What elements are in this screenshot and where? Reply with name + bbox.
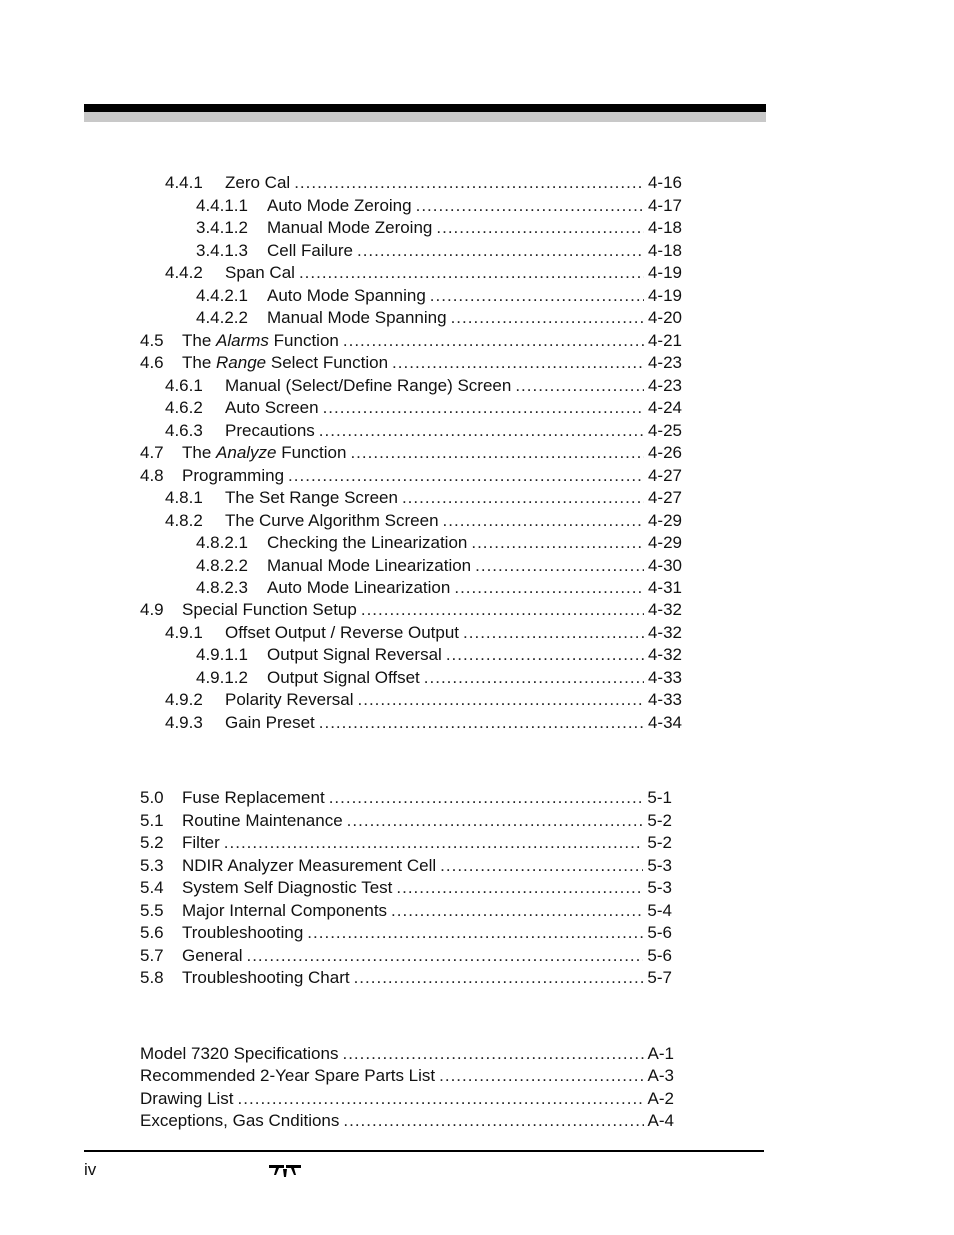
toc-number: 5.4 — [140, 878, 164, 897]
toc-page: 5-6 — [647, 923, 672, 942]
toc-leader — [436, 217, 644, 239]
toc-leader — [307, 922, 643, 944]
toc-entry[interactable] — [140, 787, 672, 809]
toc-title: Manual Mode Spanning — [267, 308, 447, 327]
toc-number: 4.4.1 — [165, 173, 203, 192]
toc-leader — [354, 967, 644, 989]
toc-page: 4-19 — [647, 263, 682, 282]
toc-leader — [416, 195, 644, 217]
toc-title: Fuse Replacement — [182, 788, 325, 807]
toc-entry[interactable] — [196, 307, 682, 329]
toc-page: 4-29 — [647, 533, 682, 552]
toc-title: Programming — [182, 466, 285, 485]
toc-leader — [402, 487, 644, 509]
toc-leader — [454, 577, 644, 599]
toc-page: 4-23 — [647, 353, 682, 372]
toc-leader — [347, 810, 644, 832]
toc-title: Zero Cal — [225, 173, 291, 192]
toc-number: 4.8.1 — [165, 488, 203, 507]
toc-entry[interactable] — [196, 285, 682, 307]
toc-leader — [443, 510, 644, 532]
toc-leader — [471, 532, 644, 554]
toc-leader — [343, 1110, 643, 1132]
toc-number: 4.7 — [140, 443, 164, 462]
toc-page: 4-18 — [647, 241, 682, 260]
toc-leader — [391, 900, 643, 922]
toc-number: 4.9 — [140, 600, 164, 619]
toc-entry[interactable] — [196, 532, 682, 554]
footer-rule — [84, 1150, 764, 1152]
toc-page: 5-7 — [647, 968, 672, 987]
toc-page: 5-2 — [647, 811, 672, 830]
toc-page: 4-18 — [647, 218, 682, 237]
toc-entry[interactable] — [140, 330, 682, 352]
toc-number: 5.2 — [140, 833, 164, 852]
toc-entry[interactable] — [165, 622, 682, 644]
toc-entry[interactable] — [165, 262, 682, 284]
toc-leader — [323, 397, 644, 419]
toc-title: The Curve Algorithm Screen — [225, 511, 439, 530]
toc-leader — [361, 599, 644, 621]
toc-page: 4-34 — [647, 713, 682, 732]
toc-entry[interactable] — [140, 465, 682, 487]
toc-title: Major Internal Components — [182, 901, 388, 920]
toc-number: 4.4.2.2 — [196, 308, 248, 327]
toc-title: Offset Output / Reverse Output — [225, 623, 460, 642]
toc-entry[interactable] — [140, 832, 672, 854]
toc-entry[interactable] — [140, 855, 672, 877]
toc-page: 4-19 — [647, 286, 682, 305]
toc-leader — [246, 945, 643, 967]
toc-title: NDIR Analyzer Measurement Cell — [182, 856, 437, 875]
toc-page: 4-29 — [647, 511, 682, 530]
toc-page: A-2 — [647, 1089, 674, 1108]
toc-leader — [319, 712, 644, 734]
toc-number: 4.6 — [140, 353, 164, 372]
toc-leader — [224, 832, 644, 854]
toc-page: 4-25 — [647, 421, 682, 440]
toc-entry[interactable] — [165, 689, 682, 711]
toc-entry[interactable] — [196, 240, 682, 262]
toc-leader — [439, 1065, 643, 1087]
toc-page: 4-33 — [647, 690, 682, 709]
toc-number: 4.5 — [140, 331, 164, 350]
toc-page: 4-23 — [647, 376, 682, 395]
toc-title: Routine Maintenance — [182, 811, 343, 830]
toc-entry[interactable] — [140, 352, 682, 374]
toc-leader — [294, 172, 644, 194]
toc-number: 4.8.2 — [165, 511, 203, 530]
toc-title: Manual Mode Zeroing — [267, 218, 433, 237]
toc-page: 5-6 — [647, 946, 672, 965]
toc-number: 5.7 — [140, 946, 164, 965]
toc-entry[interactable] — [140, 599, 682, 621]
toc-number: 4.6.1 — [165, 376, 203, 395]
toc-entry[interactable] — [165, 510, 682, 532]
toc-number: 4.9.1.1 — [196, 645, 248, 664]
toc-number: 5.3 — [140, 856, 164, 875]
toc-title: Recommended 2-Year Spare Parts List — [140, 1066, 436, 1085]
toc-leader — [319, 420, 644, 442]
toc-leader — [424, 667, 644, 689]
toc-number: 4.9.1 — [165, 623, 203, 642]
toc-title: Cell Failure — [267, 241, 353, 260]
toc-number: 4.9.1.2 — [196, 668, 248, 687]
toc-page: 4-26 — [647, 443, 682, 462]
toc-entry[interactable] — [140, 1065, 674, 1087]
toc-leader — [451, 307, 644, 329]
toc-entry[interactable] — [165, 397, 682, 419]
toc-number: 5.0 — [140, 788, 164, 807]
toc-page: 4-27 — [647, 466, 682, 485]
header-rule-black — [84, 104, 766, 112]
toc-title: General — [182, 946, 243, 965]
toc-entry[interactable] — [140, 922, 672, 944]
toc-leader — [392, 352, 644, 374]
toc-number: 4.8.2.1 — [196, 533, 248, 552]
toc-title: Troubleshooting Chart — [182, 968, 350, 987]
toc-title: System Self Diagnostic Test — [182, 878, 393, 897]
toc-page: 4-32 — [647, 645, 682, 664]
toc-leader — [343, 330, 644, 352]
toc-title: The Set Range Screen — [225, 488, 398, 507]
toc-page: 5-3 — [647, 856, 672, 875]
toc-page: 4-21 — [647, 331, 682, 350]
toc-title: Polarity Reversal — [225, 690, 354, 709]
toc-title: Manual Mode Linearization — [267, 556, 472, 575]
toc-page: 4-17 — [647, 196, 682, 215]
toc-page: A-3 — [647, 1066, 674, 1085]
toc-page: 4-16 — [647, 173, 682, 192]
toc-page: 5-3 — [647, 878, 672, 897]
toc-number: 4.8.2.3 — [196, 578, 248, 597]
toc-leader — [238, 1088, 644, 1110]
toc-entry[interactable] — [140, 967, 672, 989]
toc-entry[interactable] — [196, 217, 682, 239]
toc-entry[interactable] — [165, 420, 682, 442]
toc-leader — [358, 689, 644, 711]
toc-page: 4-24 — [647, 398, 682, 417]
toc-number: 5.5 — [140, 901, 164, 920]
toc-title: Output Signal Offset — [267, 668, 420, 687]
toc-page: A-4 — [647, 1111, 674, 1130]
toc-leader — [446, 644, 644, 666]
toc-entry[interactable] — [140, 877, 672, 899]
toc-entry[interactable] — [196, 644, 682, 666]
toc-title: Span Cal — [225, 263, 295, 282]
toc-leader — [463, 622, 644, 644]
toc-entry[interactable] — [140, 1043, 674, 1065]
toc-leader — [440, 855, 643, 877]
toc-number: 4.8 — [140, 466, 164, 485]
toc-number: 4.4.1.1 — [196, 196, 248, 215]
toc-page: 4-20 — [647, 308, 682, 327]
toc-title: Model 7320 Specifications — [140, 1044, 339, 1063]
toc-leader — [357, 240, 644, 262]
toc-title: The Range Select Function — [182, 353, 389, 372]
toc-leader — [342, 1043, 643, 1065]
toc-leader — [430, 285, 644, 307]
toc-title: Auto Mode Spanning — [267, 286, 426, 305]
toc-entry[interactable] — [140, 442, 682, 464]
toc-title: The Analyze Function — [182, 443, 347, 462]
toc-page: 5-1 — [647, 788, 672, 807]
toc-entry[interactable] — [196, 577, 682, 599]
toc-leader — [350, 442, 644, 464]
toc-page: 4-30 — [647, 556, 682, 575]
toc-page: A-1 — [647, 1044, 674, 1063]
toc-entry[interactable] — [196, 667, 682, 689]
toc-number: 4.8.2.2 — [196, 556, 248, 575]
toc-title: Checking the Linearization — [267, 533, 468, 552]
toc-leader — [515, 375, 644, 397]
toc-page: 4-32 — [647, 600, 682, 619]
toc-title: Manual (Select/Define Range) Screen — [225, 376, 512, 395]
toc-number: 4.9.2 — [165, 690, 203, 709]
toc-title: Filter — [182, 833, 220, 852]
toc-entry[interactable] — [196, 195, 682, 217]
toc-number: 4.4.2 — [165, 263, 203, 282]
toc-entry[interactable] — [140, 945, 672, 967]
toc-title: Auto Mode Zeroing — [267, 196, 412, 215]
toc-page: 5-2 — [647, 833, 672, 852]
header-rule-gray — [84, 112, 766, 122]
toc-entry[interactable] — [196, 555, 682, 577]
toc-number: 3.4.1.3 — [196, 241, 248, 260]
toc-entry[interactable] — [140, 1110, 674, 1132]
toc-entry[interactable] — [140, 810, 672, 832]
toc-number: 3.4.1.2 — [196, 218, 248, 237]
toc-leader — [299, 262, 644, 284]
toc-title: Auto Mode Linearization — [267, 578, 451, 597]
toc-page: 5-4 — [647, 901, 672, 920]
toc-leader — [396, 877, 643, 899]
toc-page: 4-33 — [647, 668, 682, 687]
toc-leader — [475, 555, 644, 577]
toc-number: 4.6.2 — [165, 398, 203, 417]
toc-title: Precautions — [225, 421, 315, 440]
toc-entry[interactable] — [165, 172, 682, 194]
toc-entry[interactable] — [165, 375, 682, 397]
toc-leader — [288, 465, 644, 487]
toc-leader — [329, 787, 644, 809]
toc-title: Auto Screen — [225, 398, 319, 417]
toc-title: Output Signal Reversal — [267, 645, 442, 664]
toc-number: 5.1 — [140, 811, 164, 830]
toc-page: 4-32 — [647, 623, 682, 642]
toc-title: Special Function Setup — [182, 600, 357, 619]
toc-number: 4.6.3 — [165, 421, 203, 440]
toc-number: 5.6 — [140, 923, 164, 942]
page-number: iv — [84, 1160, 97, 1179]
teledyne-logo-icon — [268, 1162, 302, 1178]
toc-number: 4.4.2.1 — [196, 286, 248, 305]
toc-number: 5.8 — [140, 968, 164, 987]
toc-entry[interactable] — [165, 487, 682, 509]
toc-number: 4.9.3 — [165, 713, 203, 732]
toc-page: 4-27 — [647, 488, 682, 507]
toc-entry[interactable] — [165, 712, 682, 734]
toc-title: Drawing List — [140, 1089, 234, 1108]
toc-title: Exceptions, Gas Cnditions — [140, 1111, 340, 1130]
toc-title: Troubleshooting — [182, 923, 304, 942]
toc-title: Gain Preset — [225, 713, 315, 732]
toc-entry[interactable] — [140, 900, 672, 922]
toc-title: The Alarms Function — [182, 331, 339, 350]
toc-entry[interactable] — [140, 1088, 674, 1110]
toc-page: 4-31 — [647, 578, 682, 597]
